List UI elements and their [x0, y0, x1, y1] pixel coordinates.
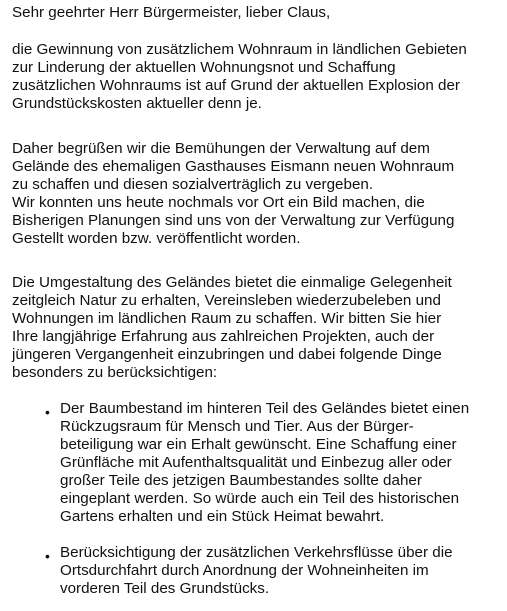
bullet-line: großer Teile des jetzigen Baumbestandes sollte daher [60, 472, 422, 489]
paragraph-line: jüngeren Vergangenheit einzubringen und dabei folgende Dinge [12, 346, 442, 363]
salutation: Sehr geehrter Herr Bürgermeister, lieber Claus, [12, 4, 331, 21]
bullet-marker: • [45, 404, 50, 420]
paragraph-line: Wir konnten uns heute nochmals vor Ort ein Bild machen, die [12, 194, 425, 211]
bullet-marker: • [45, 548, 50, 564]
paragraph-line: zusätzlichen Wohnraums ist auf Grund der aktuellen Explosion der [12, 77, 460, 94]
bullet-line: Ortsdurchfahrt durch Anordnung der Wohneinheiten im [60, 562, 429, 579]
paragraph-line: die Gewinnung von zusätzlichem Wohnraum in ländlichen Gebieten [12, 41, 467, 58]
paragraph-line: zeitgleich Natur zu erhalten, Vereinsleben wiederzubeleben und [12, 292, 441, 309]
bullet-line: Berücksichtigung der zusätzlichen Verkehrsflüsse über die [60, 544, 453, 561]
paragraph-line: Bisherigen Planungen sind uns von der Verwaltung zur Verfügung [12, 212, 455, 229]
bullet-line: eingeplant werden. So würde auch ein Teil des historischen [60, 490, 460, 507]
paragraph-line: Daher begrüßen wir die Bemühungen der Verwaltung auf dem [12, 140, 430, 157]
paragraph-line: besonders zu berücksichtigen: [12, 364, 218, 381]
paragraph-line: zur Linderung der aktuellen Wohnungsnot und Schaffung [12, 59, 396, 76]
bullet-line: vorderen Teil des Grundstücks. [60, 580, 270, 597]
paragraph-line: Gestellt worden bzw. veröffentlicht worden. [12, 230, 301, 247]
paragraph-line: Gelände des ehemaligen Gasthauses Eismann neuen Wohnraum [12, 158, 455, 175]
bullet-line: Gartens erhalten und ein Stück Heimat bewahrt. [60, 508, 385, 525]
bullet-line: Der Baumbestand im hinteren Teil des Geländes bietet einen [60, 400, 470, 417]
paragraph-line: Ihre langjährige Erfahrung aus zahlreichen Projekten, auch der [12, 328, 435, 345]
bullet-line: Rückzugsraum für Mensch und Tier. Aus der Bürger- [60, 418, 414, 435]
paragraph-line: Wohnungen im ländlichen Raum zu schaffen. Wir bitten Sie hier [12, 310, 442, 327]
bullet-line: beteiligung war ein Erhalt gewünscht. Eine Schaffung einer [60, 436, 457, 453]
paragraph-line: Grundstückskosten aktueller denn je. [12, 95, 262, 112]
bullet-line: Grünfläche mit Aufenthaltsqualität und Einbezug aller oder [60, 454, 452, 471]
paragraph-line: Die Umgestaltung des Geländes bietet die einmalige Gelegenheit [12, 274, 452, 291]
paragraph-line: zu schaffen und diesen sozialverträglich zu vergeben. [12, 176, 374, 193]
